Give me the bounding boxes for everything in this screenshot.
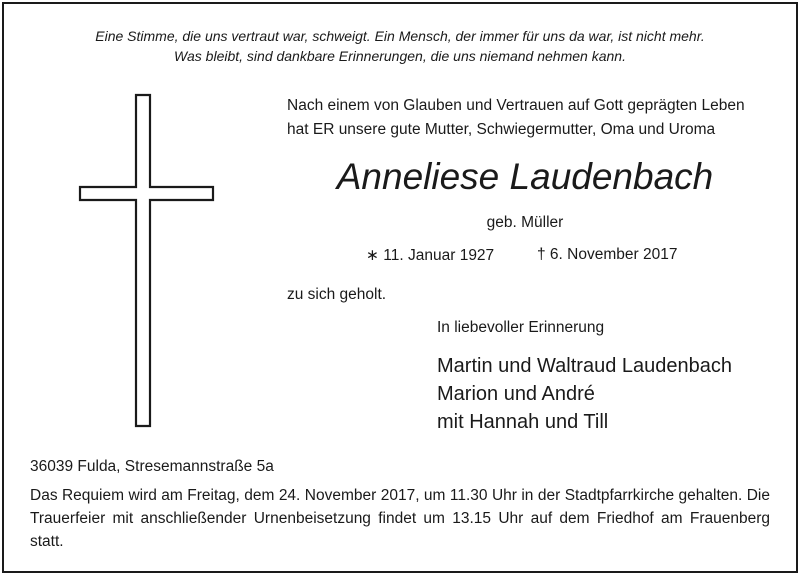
death-date: † 6. November 2017 (537, 246, 678, 263)
quote-line-2: Was bleibt, sind dankbare Erinnerungen, die uns niemand nehmen kann. (174, 48, 626, 64)
maiden-name: geb. Müller (486, 214, 564, 231)
intro-line-2: hat ER unsere gute Mutter, Schwiegermutter, Oma und Uroma (287, 121, 716, 138)
closing-text: zu sich geholt. (287, 286, 387, 303)
family-member: mit Hannah und Till (437, 411, 609, 433)
requiem-info: Das Requiem wird am Freitag, dem 24. November 2017, um 11.30 Uhr in der Stadtpfarrkirche gehalten. Die Trauerfeier mit anschließender Urnenbeisetzung findet um 13.15 Uhr auf dem Friedhof am Frauenberg statt. (30, 487, 770, 550)
deceased-name: Anneliese Laudenbach (336, 156, 714, 197)
intro-text (287, 94, 745, 142)
memory-line: In liebevoller Erinnerung (437, 319, 605, 336)
birth-date: ∗ 11. Januar 1927 (366, 247, 495, 264)
family-member: Marion und André (437, 383, 595, 405)
quote-line-1: Eine Stimme, die uns vertraut war, schweigt. Ein Mensch, der immer für uns da war, ist nicht mehr. (95, 28, 705, 44)
address: 36039 Fulda, Stresemannstraße 5a (30, 458, 274, 475)
family-list (437, 352, 732, 436)
intro-line-1: Nach einem von Glauben und Vertrauen auf Gott geprägten Leben (287, 97, 745, 114)
family-member: Martin und Waltraud Laudenbach (437, 355, 732, 377)
